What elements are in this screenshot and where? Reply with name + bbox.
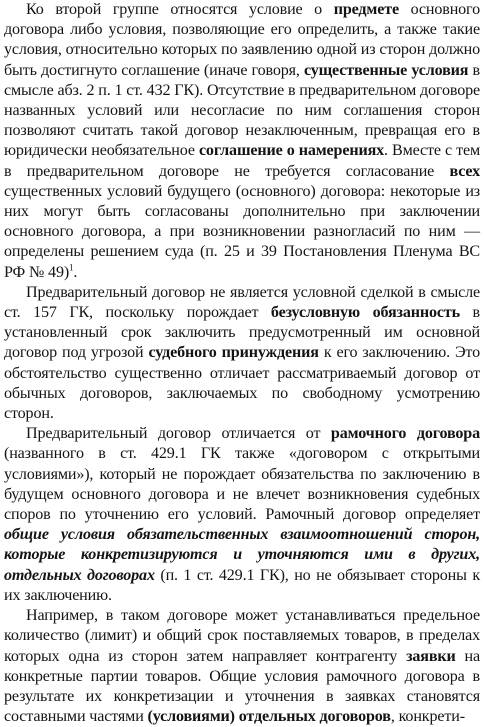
footnote-marker: 1 [69,262,74,273]
bold-term: заявки [406,647,456,665]
text-run: в смысле абз. 2 п. 1 ст. 432 ГК). Отсутствие в предварительном договоре названных условий или несогласие по ним соглашения сторон позволяют считать такой договор незаключенным, превращая его в юридически необязательное [4,61,480,160]
bold-term: судебного принуждения [148,344,319,362]
text-run: Ко второй группе относятся условие о [26,1,334,18]
text-run: существенных условий будущего (основного) договора: некоторые из них могут быть согласованы дополнительно при заключении основного договора, а при возникновении разногласий по ним — определены решением суда (п. 25 и 39 Постановления Пленума ВС РФ № 49) [4,182,480,281]
paragraph-1 [4,0,480,283]
text-run: Предварительный договор не является условной сделкой в смысле ст. 157 ГК, поскольку порождает [4,283,480,322]
text-run: . Вместе с тем в предварительном договоре не требуется согласование [4,142,481,180]
bold-term: предмете [333,1,399,18]
bold-term: соглашение о намерениях [198,142,385,160]
text-run: к его заключению. Это обстоятельство существенно отличает рассматриваемый договор от обычных договоров, заключаемых по свободному усмотрению сторон. [4,344,480,423]
paragraph-3 [4,424,480,606]
bold-italic-term: общие условия обязательственных взаимоотношений сторон, которые конкретизируются и уточняются ими в других, отдельных договорах [4,526,480,584]
paragraph-4 [4,606,480,727]
paragraph-2 [4,283,480,424]
bold-term: существенные условия [303,61,469,79]
text-run: в установленный срок заключить предусмотренный им основной договор под угрозой [4,304,480,362]
text-run: Например, в таком договоре может устанавливаться предельное количество (лимит) и общий срок поставляемых товаров, в пределах которых одна из сторон затем направляет контрагенту [4,607,480,665]
bold-term: всех [449,162,480,180]
text-run: , конкрети- [390,708,465,726]
bold-term: (условиями) отдельных договоров [147,708,391,726]
text-run: Предварительный договор отличается от [26,425,331,443]
text-run: основного договора либо условия, позволяющие его определить, а также такие условия, относительно которых по заявлению одной из сторон должно быть достигнуто соглашение (иначе говоря, [4,1,480,79]
bold-term: безусловную обязанность [270,304,460,322]
text-run: (п. 1 ст. 429.1 ГК), но не обязывает стороны к их заключению. [4,566,480,604]
text-run: (названного в ст. 429.1 ГК также «договором с открытыми условиями»), который не порождает обязательства по заключению в будущем основного договора и не влечет возникновения судебных споров по уточнению его условий. Рамочный договор определяет [4,445,480,524]
bold-term: рамочного договора [330,425,480,443]
text-run: . [73,263,78,281]
document-page [4,0,480,727]
text-run: на конкретные партии товаров. Общие условия рамочного договора в результате их конкретизации и уточнения в заявках становятся составными частями [4,647,480,726]
